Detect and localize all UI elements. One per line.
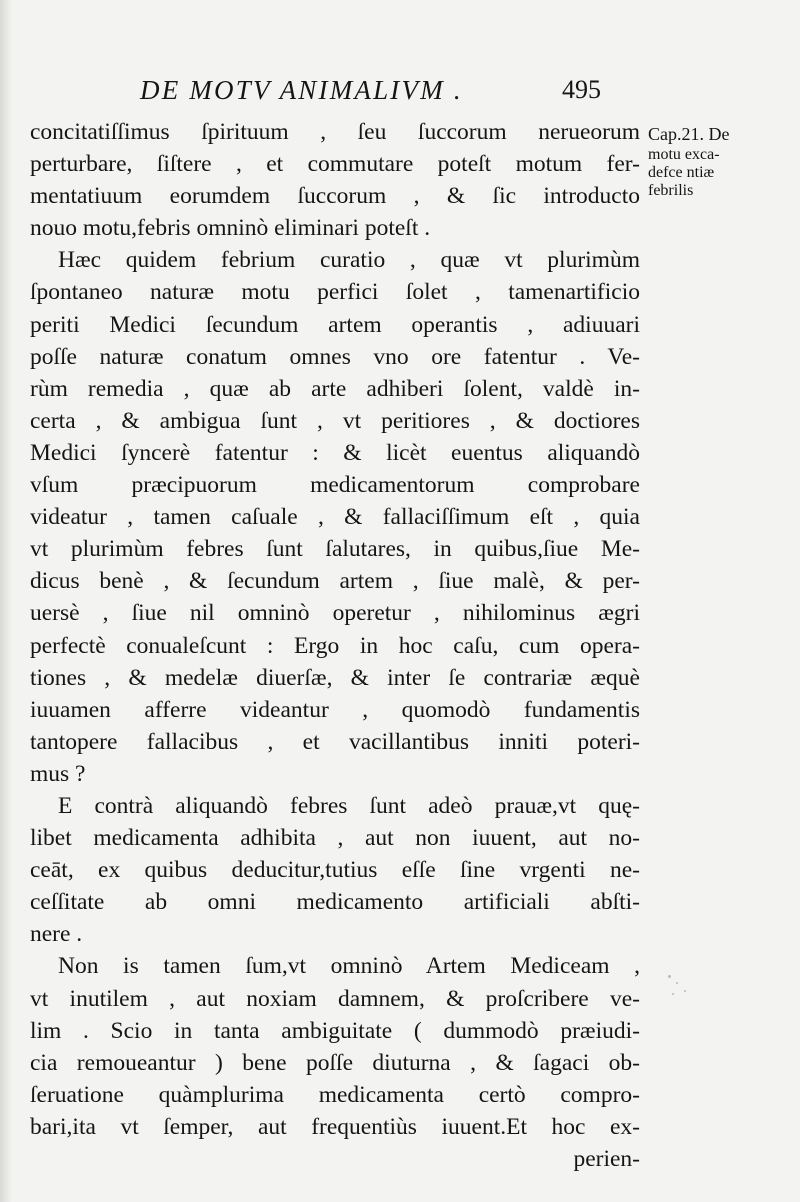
text-line: nere . (30, 921, 83, 948)
text-line: dicus benè , & ſecundum artem , ſiue malè, & per- (30, 568, 640, 595)
text-line: ſpontaneo naturæ motu perfici ſolet , tamenartificio (30, 279, 640, 306)
text-line: E contrà aliquandò febres ſunt adeò prauæ,vt quę- (58, 792, 640, 819)
margin-note-line: motu exca- (648, 146, 720, 163)
margin-note-line: defce ntiæ (648, 164, 715, 181)
paper-speck (668, 975, 671, 978)
text-line: ceāt, ex quibus deducitur,tutius eſſe ſine vrgenti ne- (30, 857, 640, 884)
text-line: Medici ſyncerè fatentur : & licèt euentus aliquandò (30, 439, 640, 466)
text-line: Non is tamen ſum,vt omninò Artem Mediceam , (58, 953, 640, 980)
text-line: rùm remedia , quæ ab arte adhiberi ſolent, valdè in- (30, 375, 640, 402)
text-line: ceſſitate ab omni medicamento artificiali abſti- (30, 889, 640, 916)
text-line: libet medicamenta adhibita , aut non iuuent, aut no- (30, 825, 640, 852)
text-line: concitatiſſimus ſpirituum , ſeu ſuccorum nerueorum (30, 119, 640, 145)
body-text (30, 116, 640, 1175)
text-line: certa , & ambigua ſunt , vt peritiores , & doctiores (30, 407, 640, 434)
paper-speck (684, 990, 686, 992)
running-head (140, 74, 610, 106)
text-line: perturbare, ſiſtere , et commutare poteſt motum fer- (30, 151, 640, 178)
margin-note-line: febrilis (648, 182, 694, 199)
text-line: vſum præcipuorum medicamentorum comprobare (30, 472, 640, 499)
text-line: poſſe naturæ conatum omnes vno ore fatentur . Ve- (30, 343, 640, 370)
page-edge-shadow (0, 0, 12, 1202)
text-line: tiones , & medelæ diuerſæ, & inter ſe contrariæ æquè (30, 664, 640, 691)
page-number: 495 (562, 75, 601, 104)
text-line: nouo motu,febris omninò eliminari poteſt . (30, 215, 431, 242)
margin-note-line: Cap.21. De (648, 124, 730, 144)
text-line: lim . Scio in tanta ambiguitate ( dummodò præiudi- (30, 1017, 640, 1044)
text-line: tantopere fallacibus , et vacillantibus inniti poteri- (30, 728, 640, 755)
text-line: uersè , ſiue nil omninò operetur , nihilominus ægri (30, 600, 640, 627)
text-line: bari,ita vt ſemper, aut frequentiùs iuuent.Et hoc ex- (30, 1113, 640, 1140)
text-line: iuuamen afferre videantur , quomodò fundamentis (30, 696, 640, 723)
text-line: cia remoueantur ) bene poſſe diuturna , & ſagaci ob- (30, 1049, 640, 1076)
text-line: periti Medici ſecundum artem operantis , adiuuari (30, 311, 640, 338)
text-line: ſeruatione quàmplurima medicamenta certò compro- (30, 1081, 640, 1108)
text-line: vt inutilem , aut noxiam damnem, & proſcribere ve- (30, 985, 640, 1012)
paper-speck (672, 993, 674, 995)
text-line: videatur , tamen caſuale , & fallaciſſimum eſt , quia (30, 504, 640, 531)
text-line: Hæc quidem febrium curatio , quæ vt plurimùm (58, 247, 640, 274)
text-line: mentatiuum eorumdem ſuccorum , & ſic introducto (30, 183, 640, 210)
catchword: perien- (573, 1146, 640, 1172)
text-line: perfectè conualeſcunt : Ergo in hoc caſu, cum opera- (30, 632, 640, 659)
margin-note (648, 122, 798, 200)
paper-speck (676, 982, 678, 984)
text-line: mus ? (30, 760, 86, 787)
text-line: vt plurimùm febres ſunt ſalutares, in quibus,ſiue Me- (30, 536, 640, 563)
running-title: DE MOTV ANIMALIVM . (140, 75, 463, 105)
